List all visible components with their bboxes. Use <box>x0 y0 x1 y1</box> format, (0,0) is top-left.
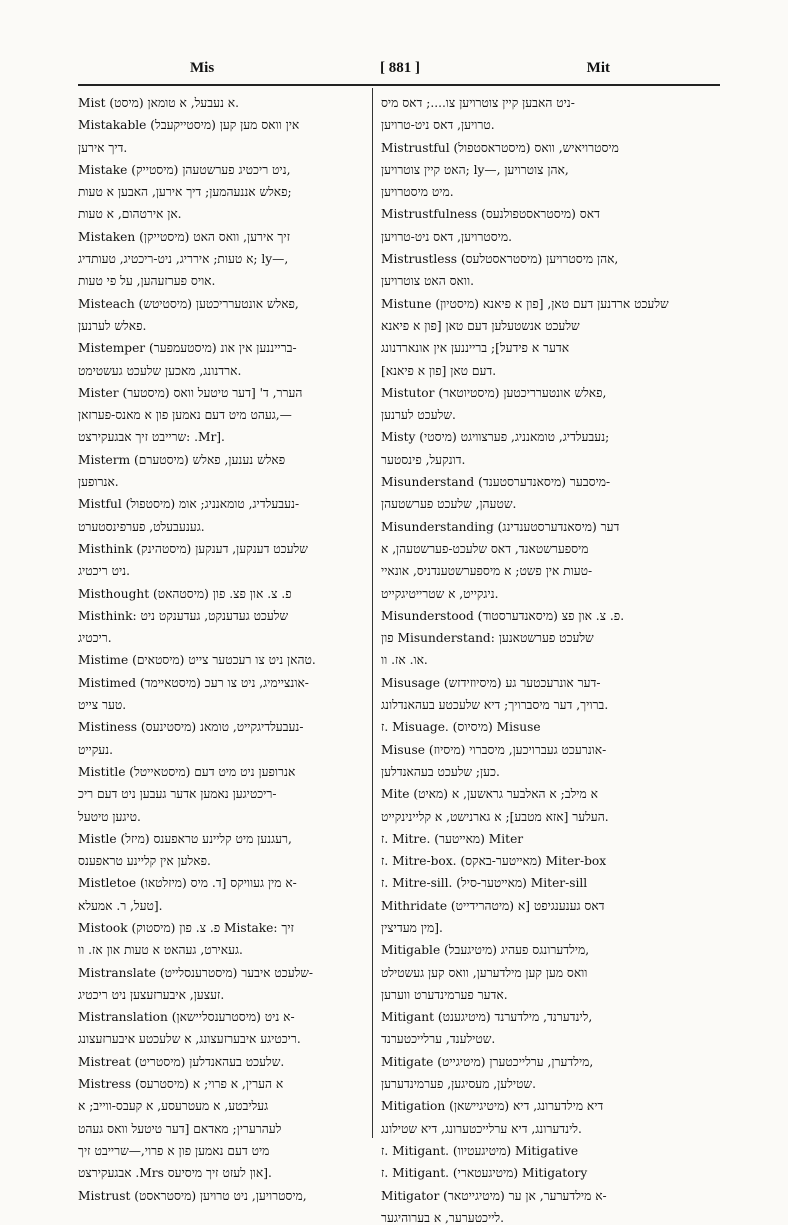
entry-line: Mist (מיסט) א נעבעל, א טומאן. <box>78 96 239 110</box>
entry-line: Mistaken (מיסטייקן) זיך אירען, וואס האט <box>78 229 290 244</box>
entry-line: מיסטרויען, דאס ניט-טרויען. <box>381 229 512 244</box>
column-divider <box>372 88 373 1138</box>
entry-line: Mistemper (מיסטעמפער) ברייננען אין אונ- <box>78 341 297 356</box>
entry-line: Misuse (מיסיוז) אונרעכט געברויכען, מיסברוי- <box>381 742 607 757</box>
entry-line: שרייבט זיך אבגעקירצט: .Mr]. <box>78 430 225 445</box>
entry-line: אדער פערמינדערט ווערען. <box>381 987 508 1002</box>
page-number: [ 881 ] <box>380 60 420 76</box>
entry-line: Mithridate (מיטהרידייט) דאס גענענגיפט [א <box>381 898 605 913</box>
entry-line: Mistranslate (מיסטרענסלייט) שלעכט איבער- <box>78 965 314 980</box>
entry-line: ריכטיגען נאמען אדער געבען ניט דעם ריכ- <box>78 787 277 802</box>
entry-line: Mitigate (מיטיגייט) מילדערן, ערלייכטערן, <box>381 1054 594 1069</box>
entry-line: געאירט, געהאט א טעות און אז. וו. <box>78 943 243 958</box>
entry-line: Mistranslation (מיסטרענסליישאן) א ניט- <box>78 1010 295 1025</box>
entry-line: פון Misunderstand: שלעכט פערשטאנען <box>381 631 594 646</box>
entry-line: ז. Misuage. (מיסיוס) Misuse <box>381 720 541 735</box>
entry-line: אנרופען. <box>78 475 119 490</box>
entry-line: טיגען טיטעל. <box>78 809 141 824</box>
entry-line: טרויען, דאס ניט-טרויען. <box>381 118 495 133</box>
entry-line: שטעהן, שלעכט פערשטעהן. <box>381 497 517 512</box>
entry-line: טער צייט. <box>78 698 127 713</box>
entry-line: Misthought (מיסטהאט) פ. צ. און פצ. פון <box>78 586 292 601</box>
entry-line: מין מעדיצין]. <box>381 920 443 935</box>
entry-line: אדער א פידעל]; ברייננען אין אונארדנונג <box>381 341 570 356</box>
left-guide-word: Mis <box>190 60 215 76</box>
entry-line: וואס מען קען מילדערען, וואס קען געשטילט <box>381 965 588 980</box>
entry-line: גענעבעלט, פערפינסטערט. <box>78 519 205 534</box>
entry-line: Mitigable (מיטיגעבל) מילדערונגס פעהיג, <box>381 943 590 958</box>
entry-line: שטילענד, ערלייכטערנד. <box>381 1032 496 1047</box>
entry-line: Misterm (מיסטערם) פאלש נענען, פאלש <box>78 452 286 467</box>
entry-line: ז. Mitre-sill. (מאייטער-סיל) Miter-sill <box>381 876 588 891</box>
entry-line: ברויך, דער מיסברויך; דיא שלעכטע בעהאנדלונג. <box>381 698 609 713</box>
entry-line: Mistune (מיסטיון) שלעכט ארדנען דעם טאן, [פון א פיאנא <box>381 296 669 311</box>
entry-line: ארדנונג, מאכען שלעכט געשטימט. <box>78 363 242 378</box>
entry-line: Misthink (מיסטהינק) שלעכט דענקען, דענקען <box>78 541 308 556</box>
entry-line: Mite (מאיט) א מילב; א האלבער גראשען, א <box>381 787 598 802</box>
entry-line: Mistimed (מיסטאיימד) אונציימיג, ניט צו רעכ- <box>78 675 309 690</box>
entry-line: Mistime (מיסטאים) טהאן ניט צו רעכטער צייט. <box>78 653 316 668</box>
entry-line: וואס האט צוטרויען. <box>381 274 474 289</box>
entry-line: Misunderstanding (מיסאנדערסטענדינג) דער <box>381 519 620 534</box>
header-rule <box>78 84 720 86</box>
entry-line: Mistrustful (מיסטראסטפול) מיסטרויאיש, וואס <box>381 140 619 155</box>
entry-line: ז. Mitre-box. (מאייטער-באקס) Miter-box <box>381 854 607 869</box>
left-column <box>78 92 368 1203</box>
entry-line: Mistreat (מיסטריט) שלעכט בעהאנדלען. <box>78 1054 285 1069</box>
entry-line: ריכטיגע איבערזעצונג, א שלעכטע איבערזעצונג. <box>78 1032 301 1047</box>
entry-line: ניגקייט, א שטרייטיגקייט. <box>381 586 499 601</box>
entry-line: אויס פערזעהען, על פי טעות. <box>78 274 216 289</box>
entry-line: Mistle (מיזל) רעגנען מיט קליינע טראפענס, <box>78 831 292 846</box>
entry-line: פאלש לערנען. <box>78 318 147 333</box>
entry-line: האט קיין צוטרויען; ly—, אהן צוטרויען, <box>381 162 569 177</box>
entry-line: ניט ריכטיג. <box>78 564 130 579</box>
page-header <box>80 60 720 82</box>
entry-line: ז. Mitigant. (מיטיגעטארי) Mitigatory <box>381 1166 588 1181</box>
entry-line: דעם טאן [פון א פיאנא]. <box>381 363 497 378</box>
entry-line: פאלען אין קליינע טראפענס. <box>78 854 211 869</box>
entry-line: העלער [אזא מטבע]; א גארנישט, א קליינינקייט. <box>381 809 609 824</box>
right-column <box>381 92 671 1225</box>
entry-line: או. אז. וו. <box>381 653 428 668</box>
entry-line: דונקעל, פינסטער. <box>381 452 466 467</box>
entry-line: Misty (מיסטי) נעבעלדיג, טומאנניג, פערצוויגט; <box>381 430 610 445</box>
entry-line: לעהרערין; מאדאם [דער טיטעל וואס געהט <box>78 1121 282 1136</box>
entry-line: טעות אין פשט; א מיספערשטענדניס, אונאיי- <box>381 564 593 579</box>
entry-line: Mitigant (מיטיגענט) לינדערנד, מילדערנד, <box>381 1010 593 1025</box>
entry-line: ז. Mitigant. (מיטיגעטיוו) Mitigative <box>381 1143 579 1158</box>
entry-line: Mitigator (מיטיגייטאר) א מילדערער, אן ער- <box>381 1188 607 1203</box>
entry-line: Misunderstood (מיסאנדערסטוד) פ. צ. און פצ. <box>381 608 625 623</box>
entry-line: דיך אירען. <box>78 140 128 155</box>
entry-line: Mistrustless (מיסטראסטלעס) אהן מיסטרויען, <box>381 252 619 267</box>
entry-line: שטילען, מעסיגען, פערמינדערען. <box>381 1077 536 1092</box>
entry-line: שלעכט לערנען. <box>381 408 456 423</box>
entry-line: Misunderstand (מיסאנדערסטענד) מיסבער- <box>381 475 611 490</box>
entry-line: פאלש אננעהמען; דיך אירען, האבען א טעות; <box>78 185 292 200</box>
entry-line: ז. Mitre. (מאייטער) Miter <box>381 831 524 846</box>
entry-line: שלעכט אנשטעלען דעם טאן [פון א פיאנא <box>381 318 580 333</box>
entry-line: Mistful (מיסטפול) נעבעלדיג, טומאנניג; אומ- <box>78 497 300 512</box>
entry-line: Mitigation (מיטיגיישאן) דיא מילדערונג, דיא <box>381 1099 604 1114</box>
entry-line: Mister (מיסטער) הערר, ד' [דער טיטעל וואס <box>78 385 303 400</box>
entry-line: מיט דעם נאמען פון א פרוי,—שרייבט זיך <box>78 1143 270 1158</box>
entry-line: Mistutor (מיסטיוטאר) פאלש אונטערריכטען, <box>381 385 607 400</box>
entry-line: לינדערונג, דיא ערלייכטערונג, דיא שטילונג. <box>381 1121 582 1136</box>
entry-line: Mistrust (מיסטראסט) מיסטרויען, ניט טרויען, <box>78 1188 307 1203</box>
entry-line: Mistress (מיסטרעס) א הערין, א פרוי; א <box>78 1077 284 1092</box>
entry-line: טעל, ר. אמעלא]. <box>78 898 163 913</box>
right-guide-word: Mit <box>586 60 610 76</box>
entry-line: נעקייט. <box>78 742 114 757</box>
entry-line: זעצען, איבערזעצען ניט ריכטיג. <box>78 987 225 1002</box>
entry-line: Mistletoe (מיזלטאו) א מין געוויקס [ד. מיס- <box>78 876 297 891</box>
entry-line: אבגעקירצט .Mrs און לעזט זיך מיסיעס]. <box>78 1166 272 1181</box>
entry-line: ניט האבען קיין צוטרויען צו....; דאס מיס- <box>381 96 575 110</box>
entry-line: כען; שלעכט בעהאנדלען. <box>381 764 500 779</box>
entry-line: Mistitle (מיסטאייטל) אנרופען ניט מיט דעם <box>78 764 296 779</box>
entry-line: Mistake (מיסטייק) ניט ריכטיג פערשטעהן, <box>78 162 291 177</box>
entry-line: אן אירטהום, א טעות. <box>78 207 182 222</box>
entry-line: לייכטערער, א בערוהיגער. <box>381 1210 504 1225</box>
entry-line: Mistakable (מיסטייקעבל) אין וואס מען קען <box>78 118 300 133</box>
entry-line: Misteach (מיסטיטש) פאלש אונטערריכטען, <box>78 296 299 311</box>
entry-line: Misusage (מיסיוזידזש) דער אונרעכטער גע- <box>381 675 601 690</box>
entry-line: Mistrustfulness (מיסטראסטפולנעס) דאס <box>381 207 600 222</box>
entry-line: Mistook (מיסטוק) פ. צ. פון Mistake: זיך <box>78 920 294 935</box>
entry-line: געליבטע, א מעטרעסע, א קעבס-ווייב; א <box>78 1099 269 1114</box>
entry-line: Misthink: שלעכט געדענקט, געדענקט ניט <box>78 608 289 623</box>
entry-line: מיספערשטאנד, דאס שלעכט-פערשטעהן, א <box>381 541 589 556</box>
entry-line: Mistiness (מיסטינעס) נעבעלדיגקייט, טומאנ- <box>78 720 304 735</box>
entry-line: ריכטיג. <box>78 631 112 646</box>
entry-line: געהט מיט דעם נאמען פון א מאנס-פערזאן,— <box>78 408 292 423</box>
entry-line: א טעות; אירריג, ניט-ריכטיג, טעותדיג; ly—, <box>78 252 289 267</box>
entry-line: מיט מיסטרויען. <box>381 185 454 200</box>
